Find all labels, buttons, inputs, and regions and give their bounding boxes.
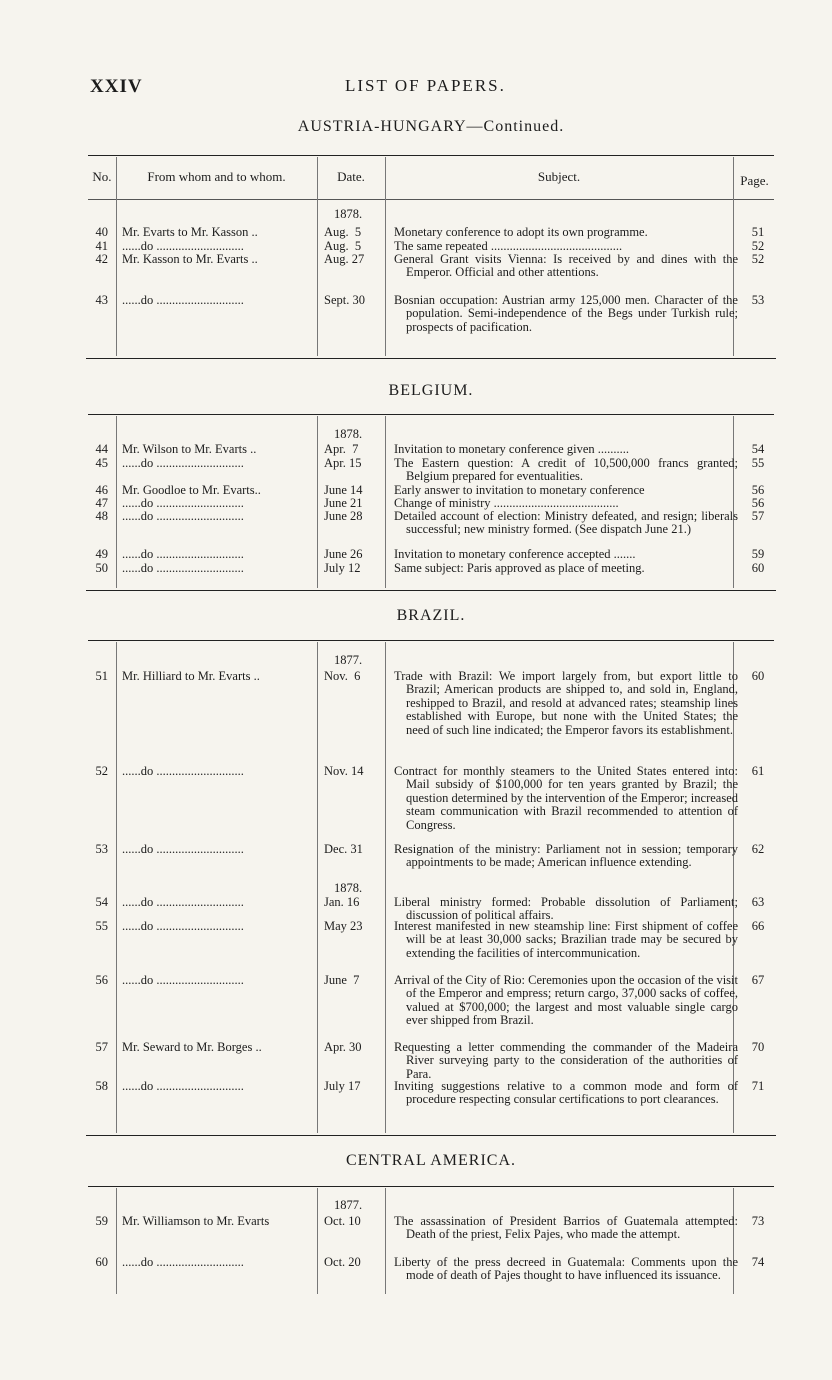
correspondent: Mr. Seward to Mr. Borges .. [122,1041,262,1054]
running-title: LIST OF PAPERS. [345,76,506,95]
correspondent: ......do ............................ [122,1080,244,1093]
column-divider [116,1188,117,1294]
subject-text: Trade with Brazil: We import largely from, but export little to Brazil; American products are shipped to, and sold in, England, reshipped to Brazil, and resold at advanced rates; steamship lines established with Europe, but none with the United States; the need of such line indicated; the Emperor favors its establishment. [394,669,738,737]
section-title: BELGIUM. [388,382,474,399]
subject-text: General Grant visits Vienna: Is received by and dines with the Emperor. Official and other attentions. [394,252,738,280]
date-year: 1878. [334,881,363,895]
page-reference: 62 [751,842,765,856]
row-number: 56 [95,973,108,987]
row-number: 50 [95,561,108,575]
subject-text: Liberty of the press decreed in Guatemala: Comments upon the mode of death of Pajes thought to have influenced its issuance. [394,1255,738,1283]
date: June 28 [324,509,363,523]
section-bottom-rule [86,590,776,591]
section-top-rule [88,155,774,156]
date: June 21 [324,496,363,510]
page-reference: 60 [751,669,765,683]
column-header-subject: Subject. [537,169,581,184]
page-reference: 55 [751,456,765,470]
subject-text: Invitation to monetary conference accepted ....... [394,547,636,561]
date: Aug. 5 [324,239,362,253]
page-reference: 57 [751,509,765,523]
subject-text: Inviting suggestions relative to a common mode and form of procedure respecting consular certifications to port clearances. [394,1079,738,1107]
correspondent: ......do ............................ [122,294,244,307]
page-reference: 51 [751,225,765,239]
subject-text: The same repeated .......................................... [394,239,623,253]
page-reference: 52 [751,252,765,266]
row-number: 49 [95,547,108,561]
date: Apr. 7 [324,442,359,456]
column-divider [116,642,117,1133]
date: July 17 [324,1079,361,1093]
section-top-rule [88,1186,774,1187]
subject-text: Early answer to invitation to monetary conference [394,483,645,497]
date: Dec. 31 [324,842,363,856]
row-number: 43 [95,293,108,307]
correspondent: ......do ............................ [122,765,244,778]
subject-text: Resignation of the ministry: Parliament not in session; temporary appointments to be made; American influence extending. [394,842,738,870]
section-bottom-rule [86,358,776,359]
column-header-page: Page. [740,173,769,188]
correspondent: ......do ............................ [122,974,244,987]
date: Aug. 5 [324,225,362,239]
date: June 26 [324,547,363,561]
date: Apr. 30 [324,1040,362,1054]
row-number: 40 [95,225,108,239]
date-year: 1877. [334,653,363,667]
subject-text: Liberal ministry formed: Probable dissolution of Parliament; discussion of political affairs. [394,895,738,923]
date: Sept. 30 [324,293,365,307]
correspondent: ......do ............................ [122,1256,244,1269]
row-number: 59 [95,1214,108,1228]
section-title: AUSTRIA-HUNGARY—Continued. [297,118,565,135]
section-title: BRAZIL. [396,607,466,624]
date: June 14 [324,483,363,497]
row-number: 45 [95,456,108,470]
page-number: XXIV [90,76,143,97]
date-year: 1877. [334,1198,363,1212]
section-top-rule [88,640,774,641]
page-reference: 67 [751,973,765,987]
date: Apr. 15 [324,456,362,470]
section-title: CENTRAL AMERICA. [345,1152,517,1169]
date: July 12 [324,561,361,575]
section-top-rule [88,414,774,415]
column-divider [317,1188,318,1294]
subject-text: The Eastern question: A credit of 10,500,000 francs granted; Belgium prepared for eventualities. [394,456,738,484]
page-reference: 60 [751,561,765,575]
row-number: 58 [95,1079,108,1093]
date: Oct. 20 [324,1255,361,1269]
page-reference: 63 [751,895,765,909]
subject-text: Arrival of the City of Rio: Ceremonies upon the occasion of the visit of the Emperor and empress; return cargo, 37,000 sacks of coffee, valued at $700,000; the largest and most valuable single cargo ever shipped from Brazil. [394,973,738,1028]
page-reference: 59 [751,547,765,561]
correspondent: ......do ............................ [122,548,244,561]
column-divider [317,157,318,356]
subject-text: Detailed account of election: Ministry defeated, and resign; liberals successful; new ministry formed. (See dispatch June 21.) [394,509,738,537]
page-reference: 74 [751,1255,765,1269]
correspondent: Mr. Kasson to Mr. Evarts .. [122,253,258,266]
correspondent: ......do ............................ [122,240,244,253]
page-reference: 56 [751,496,765,510]
page-reference: 53 [751,293,765,307]
row-number: 54 [95,895,108,909]
correspondent: Mr. Evarts to Mr. Kasson .. [122,226,258,239]
date: Nov. 14 [324,764,364,778]
row-number: 57 [95,1040,108,1054]
correspondent: ......do ............................ [122,843,244,856]
row-number: 42 [95,252,108,266]
subject-text: Monetary conference to adopt its own programme. [394,225,648,239]
column-divider [317,642,318,1133]
row-number: 55 [95,919,108,933]
correspondent: ......do ............................ [122,562,244,575]
page-reference: 71 [751,1079,765,1093]
subject-text: Same subject: Paris approved as place of meeting. [394,561,645,575]
column-header-date: Date. [337,169,365,184]
correspondent: Mr. Goodloe to Mr. Evarts.. [122,484,261,497]
correspondent: ......do ............................ [122,497,244,510]
date: Oct. 10 [324,1214,361,1228]
row-number: 41 [95,239,108,253]
subject-text: The assassination of President Barrios of Guatemala attempted: Death of the priest, Felix Pajes, who made the attempt. [394,1214,738,1242]
row-number: 52 [95,764,108,778]
page-reference: 52 [751,239,765,253]
date: Nov. 6 [324,669,361,683]
column-header-no: No. [92,169,112,184]
row-number: 46 [95,483,108,497]
column-divider [116,157,117,356]
row-number: 51 [95,669,108,683]
column-divider [116,416,117,588]
page-reference: 66 [751,919,765,933]
page-reference: 73 [751,1214,765,1228]
header-rule [88,199,774,200]
column-divider [385,416,386,588]
row-number: 60 [95,1255,108,1269]
page-reference: 61 [751,764,765,778]
date-year: 1878. [334,427,363,441]
row-number: 53 [95,842,108,856]
page-reference: 56 [751,483,765,497]
date-year: 1878. [334,207,363,221]
date: June 7 [324,973,360,987]
date: Aug. 27 [324,252,365,266]
correspondent: ......do ............................ [122,896,244,909]
subject-text: Bosnian occupation: Austrian army 125,000 men. Character of the population. Semi-independence of the Begs under Turkish rule; prospects of pacification. [394,293,738,334]
correspondent: Mr. Williamson to Mr. Evarts [122,1215,270,1228]
correspondent: ......do ............................ [122,457,244,470]
subject-text: Invitation to monetary conference given .......... [394,442,629,456]
row-number: 48 [95,509,108,523]
subject-text: Change of ministry ........................................ [394,496,619,510]
column-divider [385,157,386,356]
correspondent: Mr. Hilliard to Mr. Evarts .. [122,670,260,683]
column-divider [385,642,386,1133]
column-header-from: From whom and to whom. [147,169,286,184]
row-number: 47 [95,496,108,510]
date: Jan. 16 [324,895,360,909]
correspondent: ......do ............................ [122,510,244,523]
date: May 23 [324,919,363,933]
column-divider [317,416,318,588]
subject-text: Contract for monthly steamers to the United States entered into: Mail subsidy of $100,000 for ten years granted by Brazil; the question determined by the intervention of the Emperor; increased steam communication with Brazil recommended to attention of Congress. [394,764,738,832]
correspondent: ......do ............................ [122,920,244,933]
row-number: 44 [95,442,108,456]
subject-text: Requesting a letter commending the commander of the Madeira River surveying party to the consideration of the authorities of Para. [394,1040,738,1081]
subject-text: Interest manifested in new steamship line: First shipment of coffee will be at least 30,000 sacks; Brazilian trade may be secured by extending the facilities of intercommunication. [394,919,738,960]
page-reference: 54 [751,442,765,456]
page-reference: 70 [751,1040,765,1054]
section-bottom-rule [86,1135,776,1136]
correspondent: Mr. Wilson to Mr. Evarts .. [122,443,257,456]
column-divider [385,1188,386,1294]
